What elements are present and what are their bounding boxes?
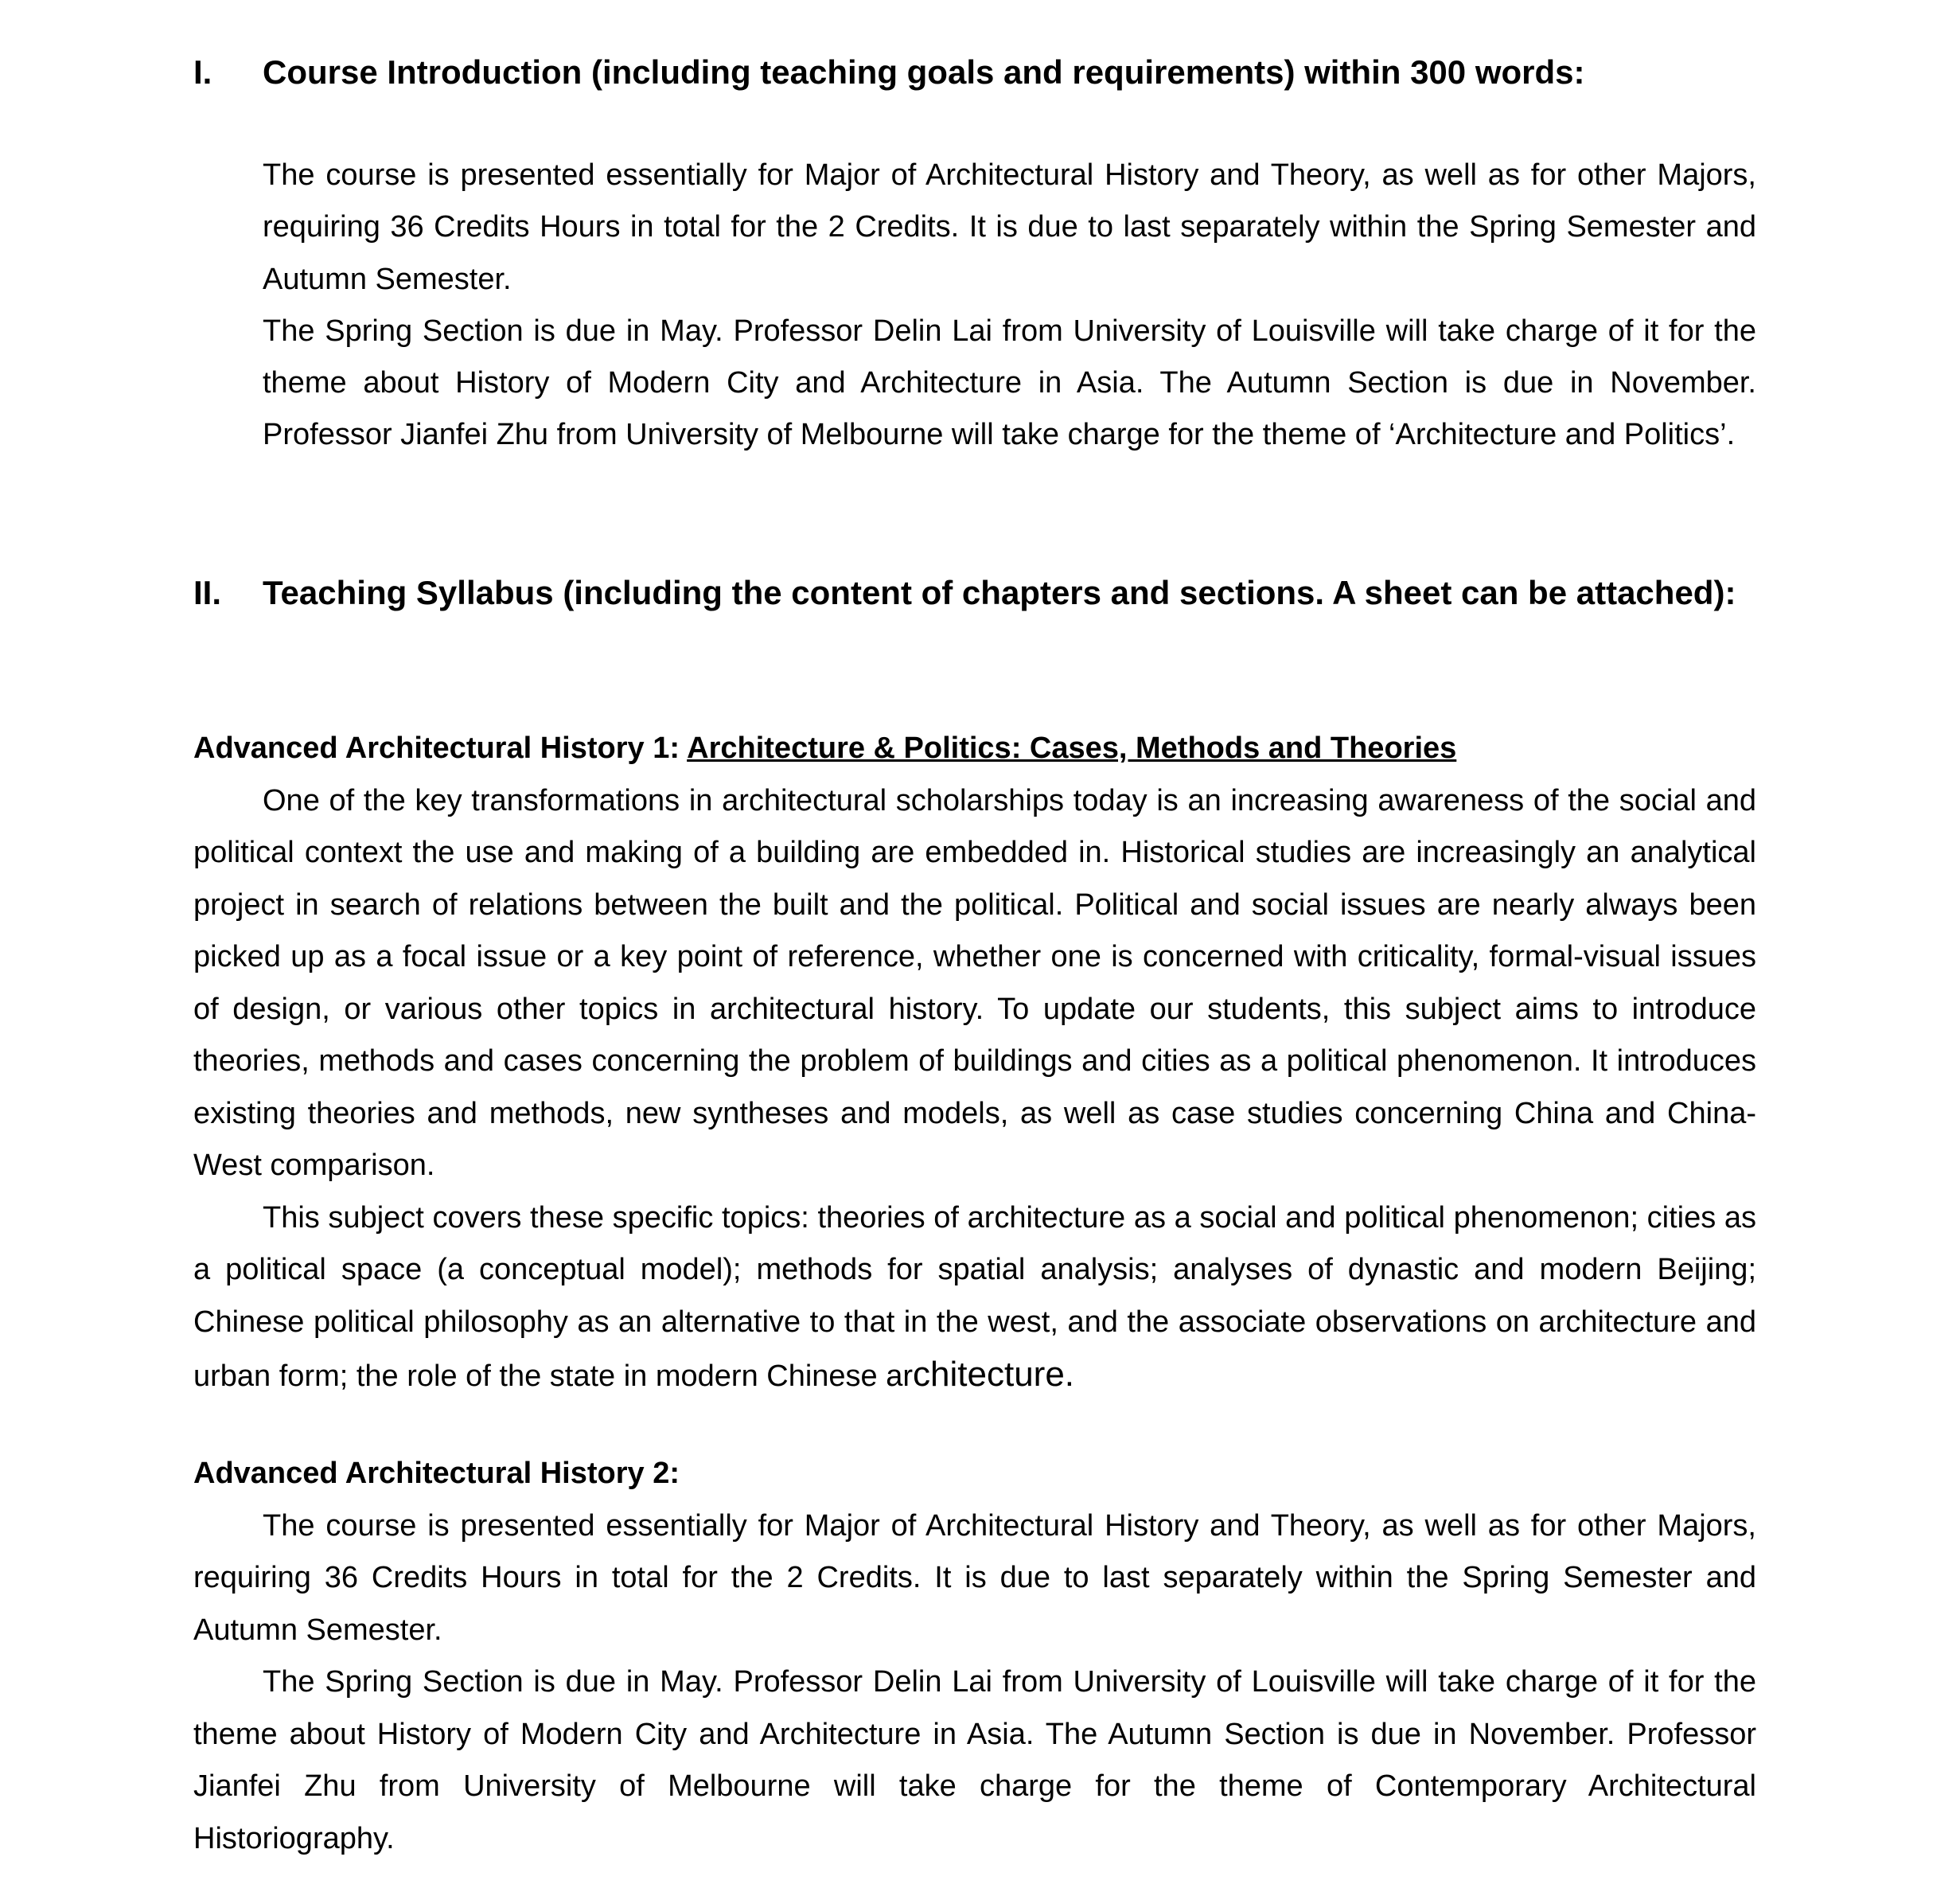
history-1-paragraph-2-tail: chitecture. [913, 1355, 1075, 1394]
history-1-label: Advanced Architectural History 1: [193, 731, 688, 765]
section-1-paragraph-2: The Spring Section is due in May. Professor Delin Lai from University of Louisville will take charge of it for the theme about History of Modern City and Architecture in Asia. The Autumn Section is due in November. Professor Jianfei Zhu from University of Melbourne will take charge for the theme of ‘Architecture and Politics’. [263, 314, 1756, 452]
section-1-title: Course Introduction (including teaching goals and requirements) within 300 words: [263, 53, 1585, 91]
history-2-heading: Advanced Architectural History 2: [193, 1457, 680, 1490]
section-1-number: I. [193, 53, 212, 91]
history-1-block [193, 723, 1756, 1403]
history-2-paragraph-2: The Spring Section is due in May. Professor Delin Lai from University of Louisville will take charge of it for the theme about History of Modern City and Architecture in Asia. The Autumn Section is due in November. Professor Jianfei Zhu from University of Melbourne will take charge for the theme of Contemporary Architectural Historiography. [193, 1665, 1756, 1855]
history-2-block [193, 1448, 1756, 1865]
section-1-paragraph-1: The course is presented essentially for Major of Architectural History and Theory, as well as for other Majors, requiring 36 Credits Hours in total for the 2 Credits. It is due to last separately within the Spring Semester and Autumn Semester. [263, 158, 1756, 296]
history-1-underlined-title: Architecture & Politics: Cases, Methods and Theories [687, 731, 1457, 765]
history-1-paragraph-2-main: This subject covers these specific topics: theories of architecture as a social and political phenomenon; cities as a political space (a conceptual model); methods for spatial analysis; analyses of dynastic and modern Beijing; Chinese political philosophy as an alternative to that in the west, and the associate observations on architecture and urban form; the role of the state in modern Chinese ar [193, 1200, 1756, 1393]
history-2-paragraph-1: The course is presented essentially for Major of Architectural History and Theory, as well as for other Majors, requiring 36 Credits Hours in total for the 2 Credits. It is due to last separately within the Spring Semester and Autumn Semester. [193, 1508, 1756, 1647]
history-1-heading [193, 723, 1756, 775]
section-2-title: Teaching Syllabus (including the content of chapters and sections. A sheet can be attached): [263, 574, 1736, 611]
section-2-heading [0, 567, 1960, 670]
history-1-paragraph-2 [193, 1192, 1756, 1403]
section-2-number: II. [193, 574, 222, 611]
section-1-heading [0, 46, 1960, 98]
section-1-body [263, 150, 1756, 462]
history-1-paragraph-1: One of the key transformations in architectural scholarships today is an increasing awareness of the social and political context the use and making of a building are embedded in. Historical studies are increasingly an analytical project in search of relations between the built and the political. Political and social issues are nearly always been picked up as a focal issue or a key point of reference, whether one is concerned with criticality, formal-visual issues of design, or various other topics in architectural history. To update our students, this subject aims to introduce theories, methods and cases concerning the problem of buildings and cities as a political phenomenon. It introduces existing theories and methods, new syntheses and models, as well as case studies concerning China and China-West comparison. [193, 783, 1756, 1182]
